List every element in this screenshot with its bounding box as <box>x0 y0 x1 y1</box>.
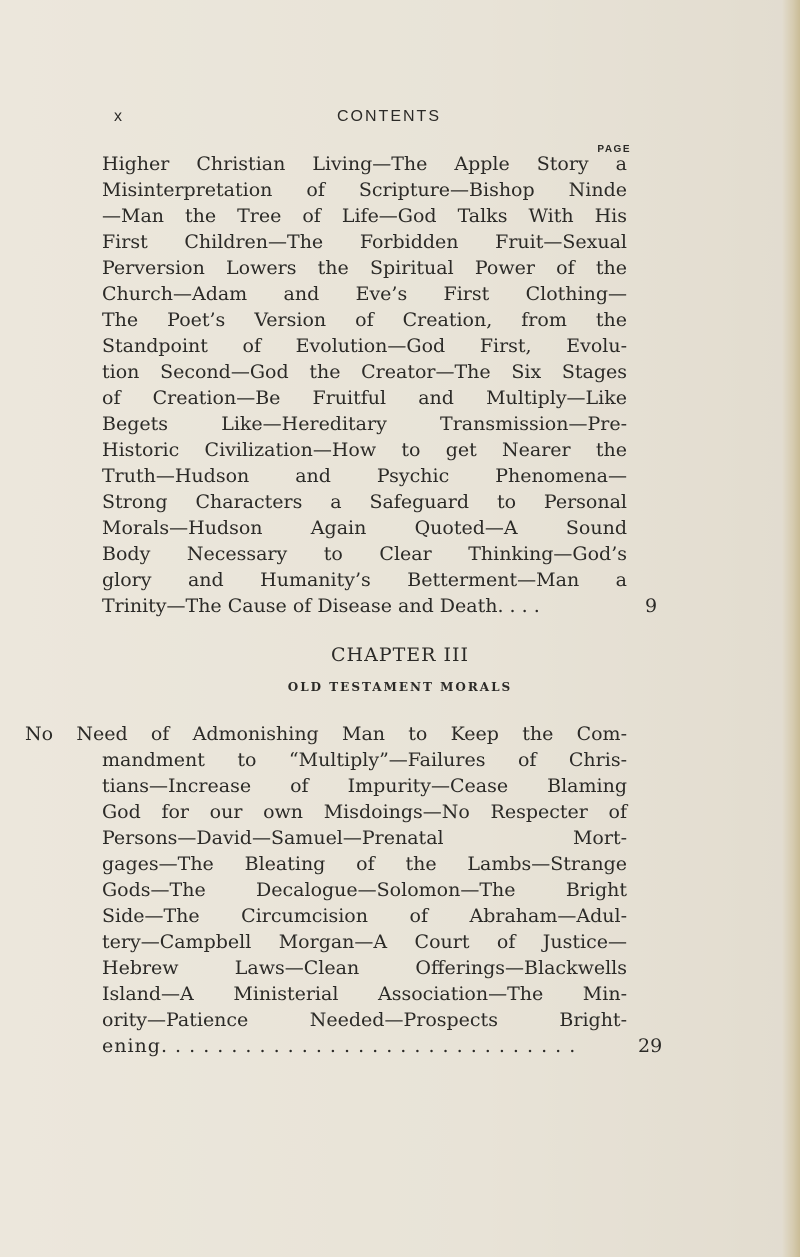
toc-line: Historic Civilization—How to get Nearer the <box>102 439 627 461</box>
toc-line: tery—Campbell Morgan—A Court of Justice— <box>102 931 627 953</box>
toc-line: Side—The Circumcision of Abraham—Adul- <box>102 905 627 927</box>
toc-line: Church—Adam and Eve’s First Clothing— <box>102 283 627 305</box>
page-reference: 9 <box>645 595 658 617</box>
toc-line: gages—The Bleating of the Lambs—Strange <box>102 853 627 875</box>
toc-line: First Children—The Forbidden Fruit—Sexual <box>102 231 627 253</box>
toc-line: Trinity—The Cause of Disease and Death. . . . <box>102 595 540 617</box>
toc-line: Strong Characters a Safeguard to Personal <box>102 491 627 513</box>
toc-line: of Creation—Be Fruitful and Multiply—Like <box>102 387 627 409</box>
toc-line: Island—A Ministerial Association—The Min- <box>102 983 627 1005</box>
running-header <box>0 108 800 132</box>
toc-line: Hebrew Laws—Clean Offerings—Blackwells <box>102 957 627 979</box>
toc-line: glory and Humanity’s Betterment—Man a <box>102 569 627 591</box>
chapter-heading: CHAPTER III <box>330 644 470 666</box>
running-title: CONTENTS <box>337 108 441 125</box>
toc-line: Standpoint of Evolution—God First, Evolu- <box>102 335 627 357</box>
toc-line: Perversion Lowers the Spiritual Power of the <box>102 257 627 279</box>
toc-line: Gods—The Decalogue—Solomon—The Bright <box>102 879 627 901</box>
toc-line: tians—Increase of Impurity—Cease Blaming <box>102 775 627 797</box>
toc-line: ening. . . . . . . . . . . . . . . . . . . . . . . . . . . . . . <box>102 1035 577 1057</box>
toc-line: Persons—David—Samuel—Prenatal Mort- <box>102 827 627 849</box>
toc-line: —Man the Tree of Life—God Talks With His <box>102 205 627 227</box>
toc-line: Morals—Hudson Again Quoted—A Sound <box>102 517 627 539</box>
toc-line: God for our own Misdoings—No Respecter of <box>102 801 627 823</box>
toc-line: mandment to “Multiply”—Failures of Chris- <box>102 749 627 771</box>
header-page-number: x <box>114 108 123 125</box>
toc-line: tion Second—God the Creator—The Six Stages <box>102 361 627 383</box>
toc-line: Body Necessary to Clear Thinking—God’s <box>102 543 627 565</box>
page-edge <box>782 0 800 1257</box>
toc-line: Truth—Hudson and Psychic Phenomena— <box>102 465 627 487</box>
chapter-title: OLD TESTAMENT MORALS <box>287 680 513 694</box>
toc-line: No Need of Admonishing Man to Keep the Com- <box>25 723 627 745</box>
toc-line: Higher Christian Living—The Apple Story a <box>102 153 627 175</box>
toc-line: Misinterpretation of Scripture—Bishop Ninde <box>102 179 627 201</box>
toc-line: Begets Like—Hereditary Transmission—Pre- <box>102 413 627 435</box>
page-reference: 29 <box>638 1035 663 1057</box>
toc-line: The Poet’s Version of Creation, from the <box>102 309 627 331</box>
toc-line: ority—Patience Needed—Prospects Bright- <box>102 1009 627 1031</box>
page-column-label: PAGE <box>597 144 631 155</box>
